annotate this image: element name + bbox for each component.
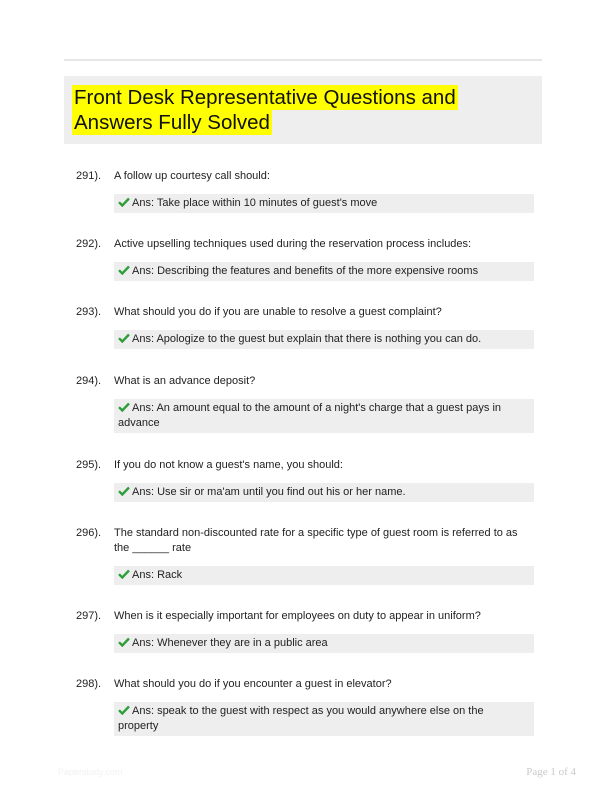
question-text: When is it especially important for employees on duty to appear in uniform? [114, 610, 481, 622]
checkmark-icon [118, 265, 130, 275]
answer-box [114, 702, 534, 736]
question-number: 294). [76, 375, 102, 387]
checkmark-icon [118, 705, 130, 715]
question-text: What is an advance deposit? [114, 375, 256, 387]
question-number: 296). [76, 527, 102, 539]
answer-text: Ans: Take place within 10 minutes of guest's move [132, 197, 378, 209]
answer-text: Ans: Use sir or ma'am until you find out his or her name. [132, 486, 406, 498]
title-banner [64, 76, 542, 144]
answer-text: Ans: Apologize to the guest but explain that there is nothing you can do. [132, 333, 482, 345]
question-number: 293). [76, 306, 102, 318]
question-number: 291). [76, 170, 102, 182]
question-number: 298). [76, 678, 102, 690]
question-text: The standard non-discounted rate for a specific type of guest room is referred to as the ______ rate [114, 527, 518, 554]
answer-text: Ans: Rack [132, 569, 183, 581]
question-text: What should you do if you encounter a guest in elevator? [114, 678, 392, 690]
answer-text: Ans: An amount equal to the amount of a night's charge that a guest pays in advance [118, 402, 502, 429]
checkmark-icon [118, 197, 130, 207]
footer-watermark: Paperstudy.com [58, 767, 123, 777]
answer-text: Ans: Describing the features and benefits of the more expensive rooms [132, 265, 479, 277]
answer-text: Ans: Whenever they are in a public area [132, 637, 328, 649]
question-text: If you do not know a guest's name, you should: [114, 459, 343, 471]
answer-text: Ans: speak to the guest with respect as you would anywhere else on the property [118, 705, 484, 732]
answer-box [114, 330, 534, 349]
checkmark-icon [118, 402, 130, 412]
page-number: Page 1 of 4 [526, 766, 576, 778]
question-number: 297). [76, 610, 102, 622]
answer-box [114, 262, 534, 281]
question-text: A follow up courtesy call should: [114, 170, 270, 182]
answer-box [114, 194, 534, 213]
question-text: Active upselling techniques used during the reservation process includes: [114, 238, 472, 250]
checkmark-icon [118, 333, 130, 343]
checkmark-icon [118, 569, 130, 579]
checkmark-icon [118, 486, 130, 496]
document-title: Front Desk Representative Questions and Answers Fully Solved [74, 86, 456, 134]
answer-box [114, 399, 534, 433]
question-number: 295). [76, 459, 102, 471]
answer-box [114, 634, 534, 653]
answer-box [114, 566, 534, 585]
question-number: 292). [76, 238, 102, 250]
top-divider [64, 59, 542, 61]
answer-box [114, 483, 534, 502]
checkmark-icon [118, 637, 130, 647]
question-text: What should you do if you are unable to resolve a guest complaint? [114, 306, 442, 318]
